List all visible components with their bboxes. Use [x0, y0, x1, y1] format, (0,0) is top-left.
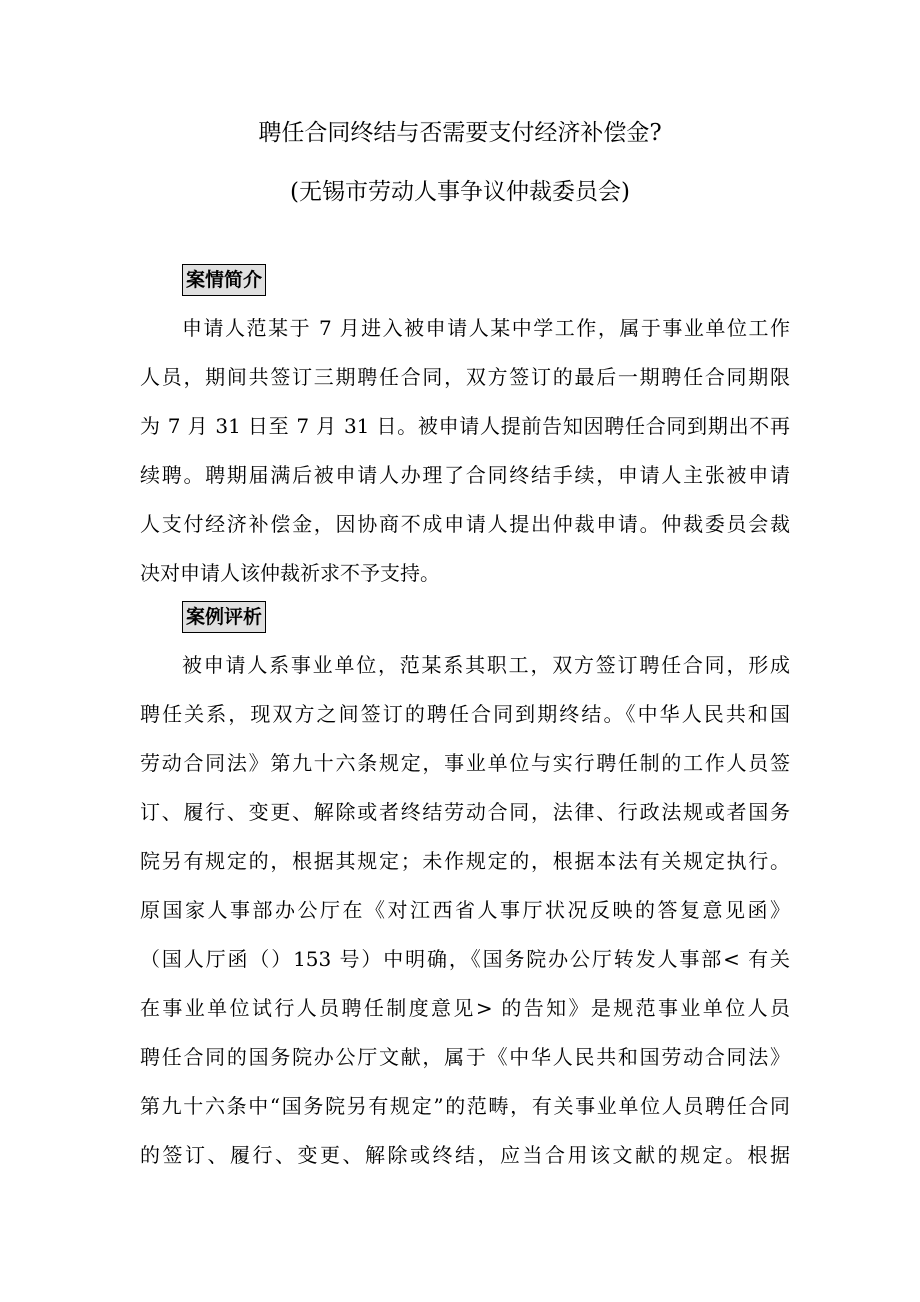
paragraph-case-summary	[140, 315, 790, 609]
paragraph-line: 原国家人事部办公厅在《对江西省人事厅状况反映的答复意见函》	[140, 898, 790, 922]
paragraph-line: 聘任关系，现双方之间签订的聘任合同到期终结。《中华人民共和国	[140, 702, 790, 726]
section-heading-case-analysis: 案例评析	[182, 601, 266, 633]
paragraph-line: 在事业单位试行人员聘任制度意见> 的告知》是规范事业单位人员	[140, 996, 790, 1020]
paragraph-line: 人支付经济补偿金，因协商不成申请人提出仲裁申请。仲裁委员会裁	[140, 512, 790, 536]
paragraph-line: 被申请人系事业单位，范某系其职工，双方签订聘任合同，形成	[182, 653, 790, 677]
paragraph-line: 的签订、履行、变更、解除或终结，应当合用该文献的规定。根据	[140, 1143, 790, 1167]
paragraph-line: 第九十六条中“国务院另有规定”的范畴，有关事业单位人员聘任合同	[140, 1094, 790, 1118]
document-title: 聘任合同终结与否需要支付经济补偿金?	[258, 120, 662, 146]
paragraph-line: 决对申请人该仲裁祈求不予支持。	[140, 561, 440, 585]
paragraph-line: （国人厅函（）153 号）中明确，《国务院办公厅转发人事部< 有关	[140, 947, 790, 971]
document-subtitle: (无锡市劳动人事争议仲裁委员会)	[290, 179, 630, 205]
paragraph-line: 院另有规定的，根据其规定；未作规定的，根据本法有关规定执行。	[140, 849, 790, 873]
paragraph-line: 聘任合同的国务院办公厅文献，属于《中华人民共和国劳动合同法》	[140, 1045, 790, 1069]
paragraph-line: 劳动合同法》第九十六条规定，事业单位与实行聘任制的工作人员签	[140, 751, 790, 775]
paragraph-line: 人员，期间共签订三期聘任合同，双方签订的最后一期聘任合同期限	[140, 365, 790, 389]
paragraph-case-analysis	[140, 652, 790, 1191]
paragraph-line: 申请人范某于 7 月进入被申请人某中学工作，属于事业单位工作	[182, 316, 790, 340]
paragraph-line: 续聘。聘期届满后被申请人办理了合同终结手续，申请人主张被申请	[140, 463, 790, 487]
paragraph-line: 为 7 月 31 日至 7 月 31 日。被申请人提前告知因聘任合同到期出不再	[140, 414, 790, 438]
paragraph-line: 订、履行、变更、解除或者终结劳动合同，法律、行政法规或者国务	[140, 800, 790, 824]
section-heading-case-summary: 案情简介	[182, 264, 266, 296]
